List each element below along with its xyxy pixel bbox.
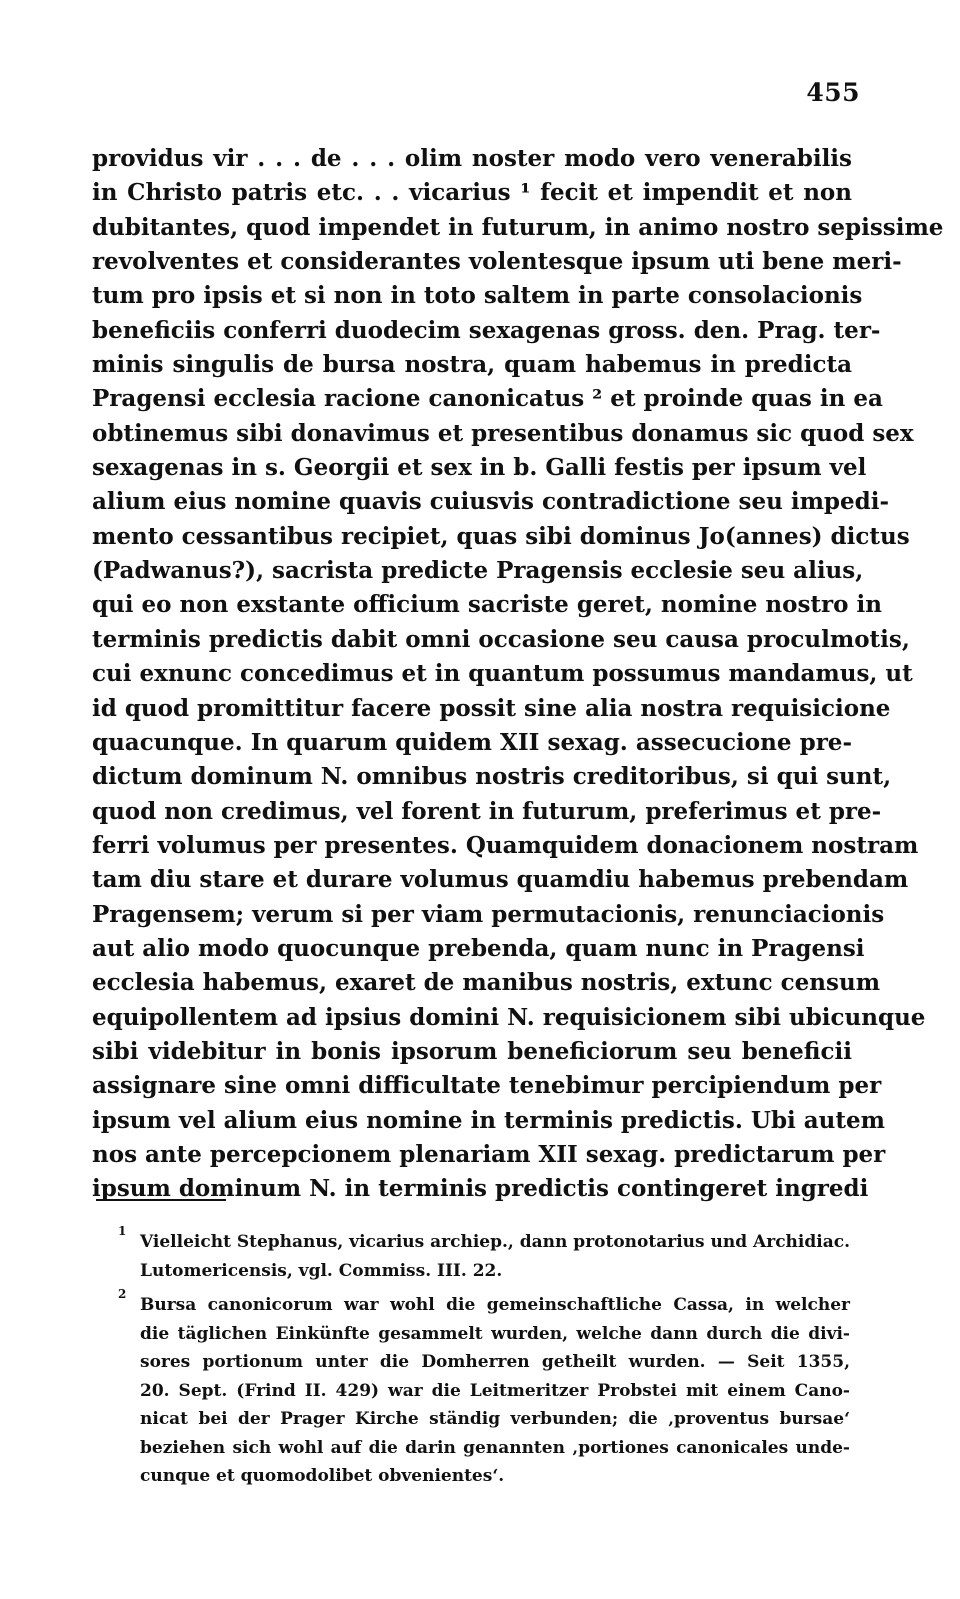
text-line: quacunque. In quarum quidem XII sexag. assecucione pre-: [92, 728, 852, 756]
text-line: ipsum dominum N. in terminis predictis contingeret ingredi: [92, 1175, 869, 1203]
text-line: alium eius nomine quavis cuiusvis contradictione seu impedi-: [92, 488, 890, 516]
text-line: sexagenas in s. Georgii et sex in b. Galli festis per ipsum vel: [92, 454, 867, 482]
text-line: nos ante percepcionem plenariam XII sexag. predictarum per: [92, 1140, 886, 1168]
text-line: aut alio modo quocunque prebenda, quam nunc in Pragensi: [92, 934, 865, 962]
text-line: Pragensem; verum si per viam permutacionis, renunciacionis: [92, 900, 885, 928]
footnote-2: [118, 1287, 850, 1491]
text-line: dubitantes, quod impendet in futurum, in animo nostro sepissime: [92, 213, 944, 241]
footnote-line: Vielleicht Stephanus, vicarius archiep., dann protonotarius und Archidiac.: [140, 1232, 850, 1252]
text-line: ipsum vel alium eius nomine in terminis predictis. Ubi autem: [92, 1106, 885, 1134]
footnote-line: sores portionum unter die Domherren getheilt wurden. — Seit 1355,: [140, 1352, 850, 1372]
footnote-line: 20. Sept. (Frind II. 429) war die Leitmeritzer Probstei mit einem Cano-: [140, 1380, 850, 1401]
text-line: tum pro ipsis et si non in toto saltem in parte consolacionis: [92, 282, 863, 310]
text-line: mento cessantibus recipiet, quas sibi dominus Jo(annes) dictus: [92, 522, 910, 550]
text-line: providus vir . . . de . . . olim noster modo vero venerabilis: [92, 145, 852, 172]
footnote-line: nicat bei der Prager Kirche ständig verbunden; die ‚proventus bursae‘: [140, 1409, 850, 1429]
text-line: minis singulis de bursa nostra, quam habemus in predicta: [92, 351, 852, 379]
text-line: beneficiis conferri duodecim sexagenas gross. den. Prag. ter-: [92, 316, 881, 344]
text-line: dictum dominum N. omnibus nostris creditoribus, si qui sunt,: [92, 763, 892, 791]
footnote-separator: [96, 1199, 226, 1201]
text-line: (Padwanus?), sacrista predicte Pragensis ecclesie seu alius,: [92, 557, 864, 585]
footnote-line: Lutomericensis, vgl. Commiss. III. 22.: [140, 1260, 503, 1281]
footnote-1: [118, 1224, 850, 1285]
text-line: sibi videbitur in bonis ipsorum beneficiorum seu beneficii: [92, 1037, 852, 1065]
text-line: Pragensi ecclesia racione canonicatus ² et proinde quas in ea: [92, 385, 883, 413]
footnote-line: Bursa canonicorum war wohl die gemeinschaftliche Cassa, in welcher: [140, 1295, 850, 1315]
footnote-marker: 1: [118, 1224, 127, 1238]
text-line: revolventes et considerantes volentesque ipsum uti bene meri-: [92, 248, 902, 276]
text-line: tam diu stare et durare volumus quamdiu habemus prebendam: [92, 866, 909, 894]
text-line: cui exnunc concedimus et in quantum possumus mandamus, ut: [92, 660, 913, 688]
footnote-line: cunque et quomodolibet obvenientes‘.: [140, 1466, 505, 1486]
footnote-line: beziehen sich wohl auf die darin genannten ‚portiones canonicales unde-: [140, 1437, 850, 1458]
main-text: [92, 142, 944, 1207]
text-line: in Christo patris etc. . . vicarius ¹ fecit et impendit et non: [92, 179, 852, 207]
text-line: obtinemus sibi donavimus et presentibus donamus sic quod sex: [92, 419, 914, 447]
footnote-body: [140, 1291, 850, 1491]
text-line: terminis predictis dabit omni occasione seu causa proculmotis,: [92, 625, 910, 653]
text-line: qui eo non exstante officium sacriste geret, nomine nostro in: [92, 591, 882, 619]
text-line: equipollentem ad ipsius domini N. requisicionem sibi ubicunque: [92, 1003, 926, 1031]
footnotes: [118, 1224, 850, 1497]
page-number: 455: [806, 78, 860, 107]
text-line: quod non credimus, vel forent in futurum, preferimus et pre-: [92, 797, 882, 825]
text-line: id quod promittitur facere possit sine alia nostra requisicione: [92, 694, 891, 722]
footnote-body: [140, 1228, 850, 1285]
text-line: assignare sine omni difficultate tenebimur percipiendum per: [92, 1072, 882, 1100]
footnote-line: die täglichen Einkünfte gesammelt wurden, welche dann durch die divi-: [140, 1323, 850, 1344]
text-line: ferri volumus per presentes. Quamquidem donacionem nostram: [92, 831, 919, 859]
footnote-marker: 2: [118, 1287, 127, 1301]
text-line: ecclesia habemus, exaret de manibus nostris, extunc censum: [92, 969, 881, 997]
